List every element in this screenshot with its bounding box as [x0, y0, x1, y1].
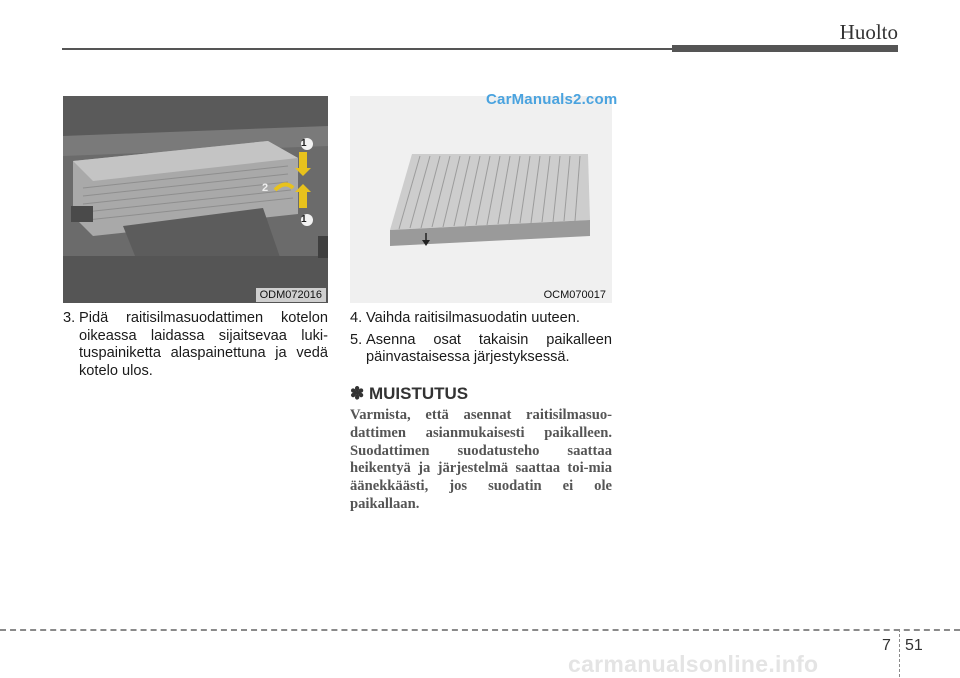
site-watermark: carmanualsonline.info — [568, 651, 819, 677]
filter-housing-illustration — [63, 96, 328, 303]
figure-code: ODM072016 — [256, 288, 326, 302]
callout-1-bottom: 1 — [301, 214, 307, 225]
section-title: Huolto — [839, 20, 898, 44]
step-number: 3. — [63, 310, 76, 326]
step-number: 4. — [350, 310, 363, 326]
footer-divider — [899, 629, 900, 677]
step-number: 5. — [350, 331, 363, 348]
figure-air-filter — [350, 96, 612, 303]
header-rule-accent — [672, 45, 898, 52]
callout-1-top: 1 — [301, 138, 307, 149]
steps-4-5 — [350, 310, 612, 367]
step-5 — [350, 332, 612, 367]
note-body: Varmista, että asennat raitisilmasuo-dattimen asianmukaisesti paikalleen. Suodattimen suodatusteho saattaa heikentyä ja järjestelmä saattaa toi-mia äänekkäästi, jos suodatin ei ole paikallaan. — [350, 407, 612, 512]
page-number: 51 — [905, 637, 923, 654]
header-rule — [62, 48, 672, 50]
callout-2: 2 — [262, 182, 269, 194]
chapter-number: 7 — [882, 637, 891, 654]
step-3 — [63, 310, 328, 380]
watermark: CarManuals2.com — [486, 91, 618, 108]
note-heading: ✽ MUISTUTUS — [350, 384, 469, 403]
figure-filter-housing — [63, 96, 328, 303]
step-4 — [350, 310, 612, 328]
air-filter-illustration — [350, 96, 612, 303]
step-text: Vaihda raitisilmasuodatin uuteen. — [366, 310, 580, 326]
step-text: Asenna osat takaisin paikalleen päinvastaisessa järjestyksessä. — [366, 331, 612, 366]
figure-code: OCM070017 — [540, 288, 610, 302]
step-text: Pidä raitisilmasuodattimen kotelon oikeassa laidassa sijaitsevaa luki-tuspainiketta alaspainettuna ja vedä kotelo ulos. — [79, 310, 328, 379]
footer-rule — [0, 629, 960, 631]
